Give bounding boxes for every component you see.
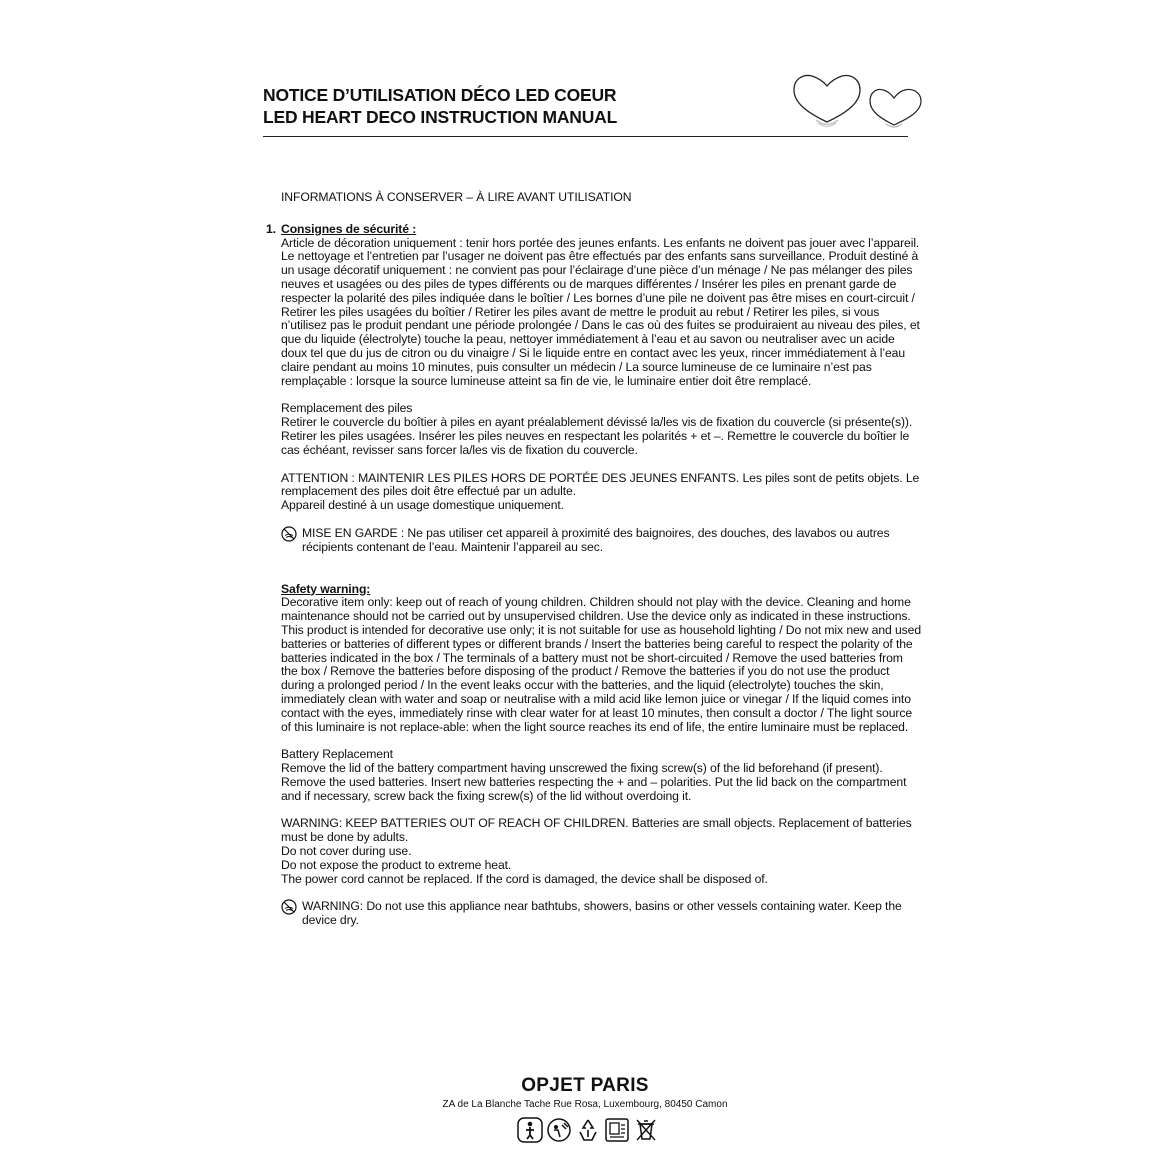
power-cord-text: The power cord cannot be replaced. If the cord is damaged, the device shall be disposed of. <box>281 871 768 886</box>
english-battery-text: Remove the lid of the battery compartment having unscrewed the fixing screw(s) of the lid beforehand (if present). Remove the used batteries. Insert new batteries respecting the + and – polarities. Put the lid back on the compartment and if necessary, screw back the fixing screw(s) of the lid without overdoing it. <box>281 761 907 803</box>
french-domestic-use-text: Appareil destiné à un usage domestique uniquement. <box>281 498 564 513</box>
weee-bin-icon <box>633 1117 659 1148</box>
french-battery-text: Retirer le couvercle du boîtier à piles en ayant préalablement dévissé la/les vis de fixation du couvercle (si présente(s)). Retirer les piles usagées. Insérer les piles neuves en respectant les polarités + et –. Remettre le couvercle du boîtier le cas échéant, revisser sans forcer la/les vis de fixation du couvercle. <box>281 415 913 457</box>
manual-title <box>263 84 617 128</box>
french-water-warning-text: MISE EN GARDE : Ne pas utiliser cet appareil à proximité des baignoires, des douches, des lavabos ou autres récipients contenant de l’eau. Maintenir l’appareil au sec. <box>302 525 890 554</box>
triman-icon <box>546 1117 572 1148</box>
no-water-icon <box>281 899 297 915</box>
english-water-warning-text: WARNING: Do not use this appliance near bathtubs, showers, basins or other vessels containing water. Keep the device dry. <box>302 899 902 928</box>
heart-lamp-large-icon <box>794 76 860 127</box>
brand-name: OPJET PARIS <box>521 1075 649 1096</box>
recycle-icon <box>575 1117 601 1148</box>
heart-lamp-small-icon <box>870 89 921 127</box>
french-water-warning <box>281 527 921 555</box>
title-french: NOTICE D’UTILISATION DÉCO LED COEUR <box>263 85 617 105</box>
heart-lamps-illustration <box>788 68 928 137</box>
french-safety-text: Article de décoration uniquement : tenir hors portée des jeunes enfants. Les enfants ne doivent pas jouer avec l’appareil. Le nettoyage et l’entretien par l’usager ne doivent pas être effectués par des enfants sans surveillance. Produit destiné à un usage décoratif uniquement : ne convient pas pour l’éclairage d’une pièce d’un ménage / Ne pas mélanger des piles neuves et usagées ou des piles de types différents ou de marques différentes / Insérer les piles en prenant garde de respecter la polarité des piles indiquée dans le boîtier / Les bornes d’une pile ne doivent pas être mises en court-circuit / Retirer les piles usagées du boîtier / Retirer les piles avant de mettre le produit au rebut / Retirer les piles, si vous n’utilisez pas le produit pendant une période prolongée / Dans le cas où des fuites se produiraient au niveau des piles, et que du liquide (électrolyte) touche la peau, nettoyer immédiatement à l’eau et au savon ou neutraliser avec un acide doux tel que du jus de citron ou du vinaigre / Si le liquide entre en contact avec les yeux, rincer immédiatement à l’eau claire pendant au moins 10 minutes, puis consulter un médecin / La source lumineuse de ce luminaire n’est pas remplaçable : lorsque la source lumineuse atteint sa fin de vie, le luminaire entier doit être remplacé. <box>281 235 920 388</box>
french-safety-heading-text: Consignes de sécurité : <box>281 221 417 236</box>
section-number: 1. <box>266 221 276 236</box>
english-safety-heading: Safety warning: <box>281 581 371 596</box>
english-battery-warning: WARNING: KEEP BATTERIES OUT OF REACH OF CHILDREN. Batteries are small objects. Replacement of batteries must be done by adults. <box>281 816 912 845</box>
header-divider <box>263 136 908 137</box>
french-intro: INFORMATIONS À CONSERVER – À LIRE AVANT UTILISATION <box>281 190 632 204</box>
title-english: LED HEART DECO INSTRUCTION MANUAL <box>263 107 618 127</box>
sorting-info-icon <box>604 1117 630 1148</box>
manual-content <box>266 190 922 928</box>
do-not-expose-text: Do not expose the product to extreme heat. <box>281 857 512 872</box>
recycling-icons <box>517 1117 659 1148</box>
company-address: ZA de La Blanche Tache Rue Rosa, Luxembourg, 80450 Camon <box>442 1099 728 1110</box>
english-safety-text: Decorative item only: keep out of reach of young children. Children should not play with the device. Cleaning and home maintenance should not be carried out by unsupervised children. Use the device only as indicated in these instructions. This product is intended for decorative use only; it is not suitable for use as household lighting / Do not mix new and used batteries or batteries of different types or different brands / Insert the batteries being careful to respect the polarity of the batteries indicated in the box / The terminals of a battery must not be short-circuited / Remove the used batteries from the box / Remove the batteries before disposing of the product / Remove the batteries if you do not use the product during a prolonged period / In the event leaks occur with the batteries, and the liquid (electrolyte) touches the skin, immediately clean with water and soap or neutralise with a mild acid like lemon juice or vinegar / If the liquid comes into contact with the eyes, immediately rinse with clear water for at least 10 minutes, then consult a doctor / The light source of this luminaire is not replace-able: when the light source reaches its end of life, the entire luminaire must be replaced. <box>281 595 922 734</box>
french-battery-heading: Remplacement des piles <box>281 401 413 416</box>
do-not-cover-text: Do not cover during use. <box>281 844 412 859</box>
tidyman-icon <box>517 1117 543 1148</box>
french-safety-heading <box>266 221 921 237</box>
english-battery-heading: Battery Replacement <box>281 747 393 762</box>
no-water-icon <box>281 526 297 542</box>
english-water-warning <box>281 900 921 928</box>
french-attention-text: ATTENTION : MAINTENIR LES PILES HORS DE PORTÉE DES JEUNES ENFANTS. Les piles sont de petits objets. Le remplacement des piles doit être effectué par un adulte. <box>281 470 920 499</box>
